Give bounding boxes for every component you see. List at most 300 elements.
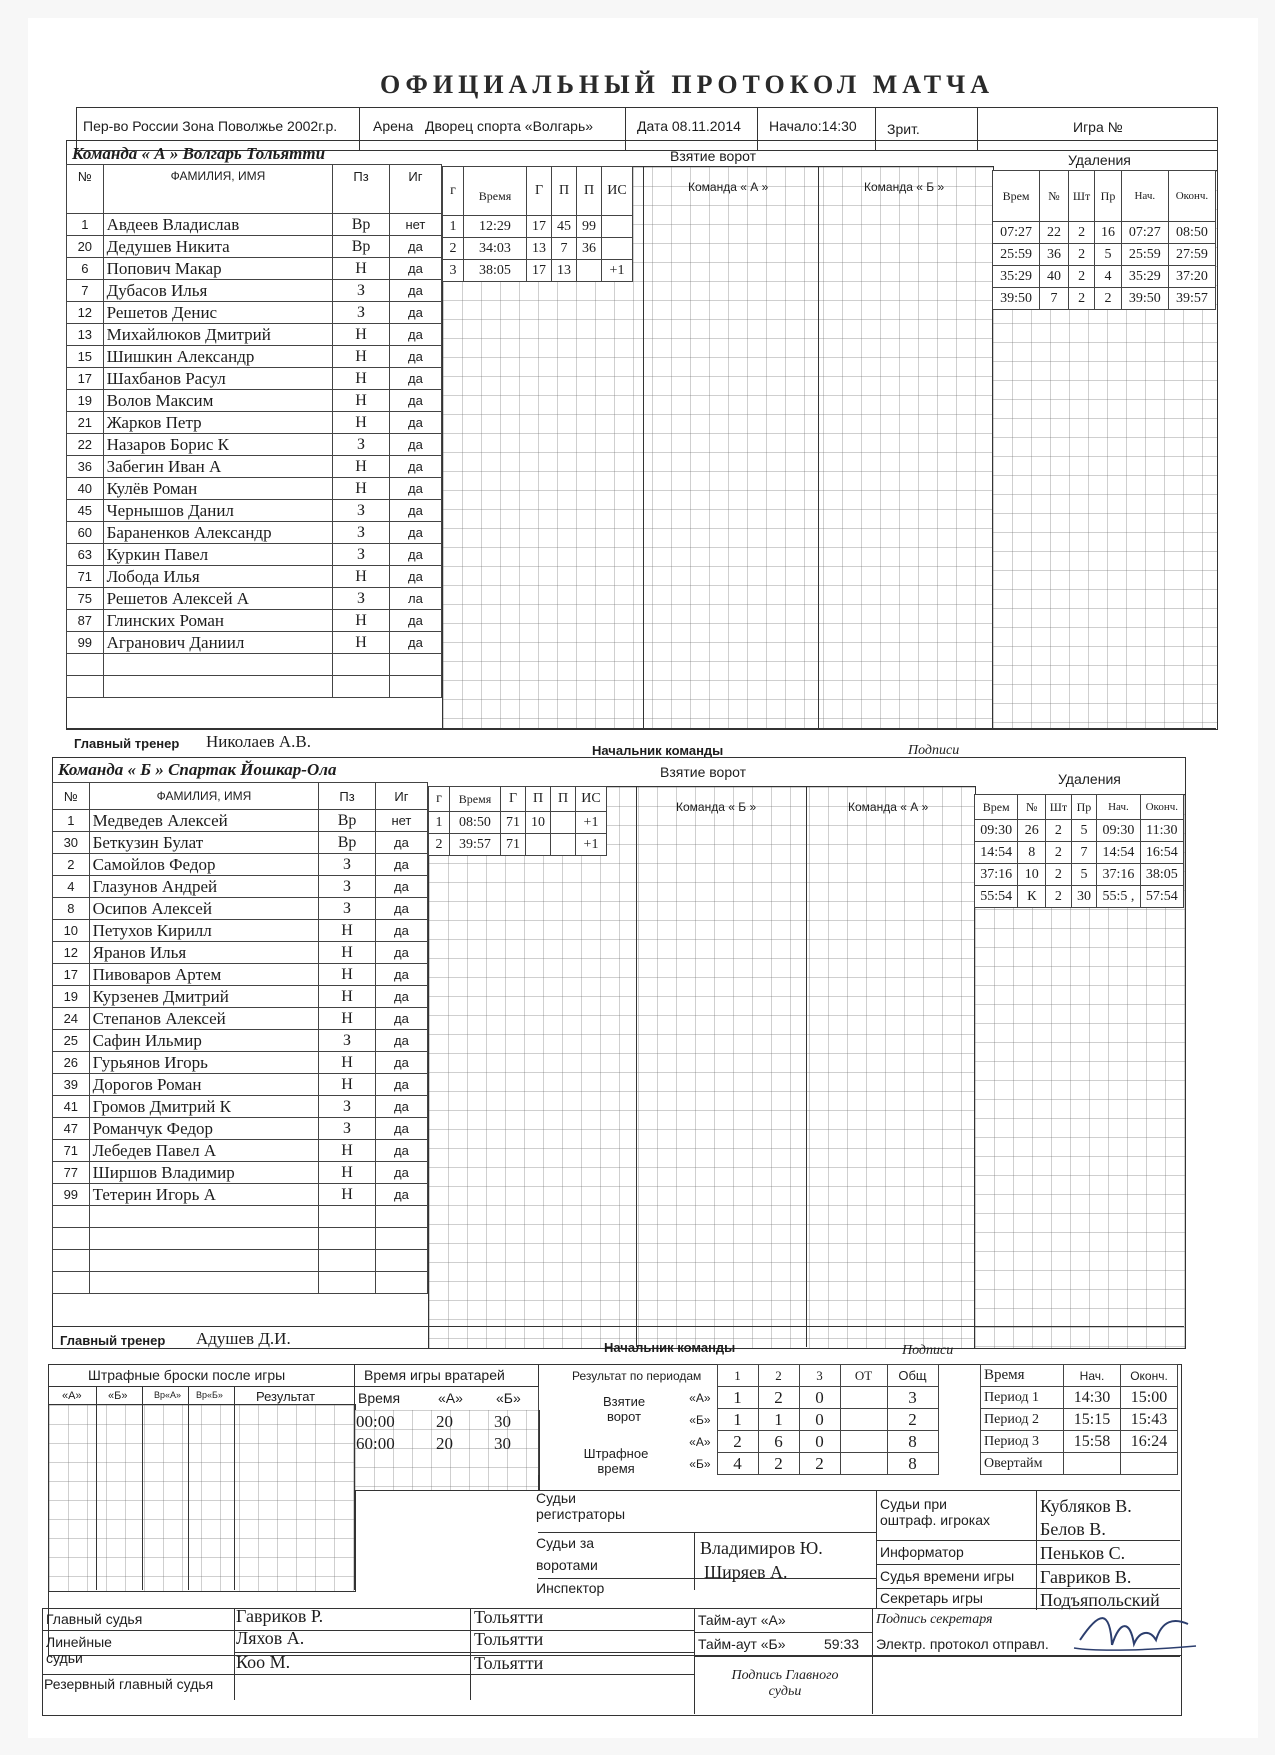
player-position: Н [319, 1008, 376, 1030]
pen-col-number: № [1018, 795, 1046, 820]
player-number: 12 [67, 302, 104, 324]
player-number: 19 [53, 986, 90, 1008]
goalie-row2-b: 30 [494, 1434, 511, 1453]
penalty-row [975, 864, 1184, 886]
period-time-label: Овертайм [981, 1453, 1064, 1475]
player-number: 6 [67, 258, 104, 280]
player-played: да [389, 500, 441, 522]
empty-cell [103, 654, 333, 676]
goal-a2 [551, 812, 576, 834]
col-position: Пз [333, 165, 390, 214]
empty-cell [375, 1272, 427, 1294]
player-position: Н [333, 566, 390, 588]
player-number: 7 [67, 280, 104, 302]
player-row [53, 1008, 428, 1030]
player-row [67, 500, 442, 522]
player-row [67, 566, 442, 588]
player-number: 12 [53, 942, 90, 964]
player-number: 41 [53, 1096, 90, 1118]
period-time-row [981, 1431, 1178, 1453]
player-row [53, 1118, 428, 1140]
player-name: Самойлов Федор [89, 854, 319, 876]
player-row [67, 236, 442, 258]
goal-col-strength: ИС [576, 787, 607, 812]
penalty-no: 36 [1040, 244, 1069, 266]
linesmen-label: Линейные судьи [46, 1634, 112, 1666]
period-times-table [980, 1364, 1178, 1475]
period-time-col-label: Время [981, 1365, 1064, 1387]
goal-col-assist2: П [577, 167, 602, 216]
empty-cell [53, 1206, 90, 1228]
player-played: да [389, 412, 441, 434]
player-name: Шахбанов Расул [103, 368, 333, 390]
player-position: Н [319, 986, 376, 1008]
goalie-row1-b: 30 [494, 1412, 511, 1431]
goal-scorer: 71 [501, 812, 526, 834]
player-row [53, 1096, 428, 1118]
head-ref-city: Тольятти [474, 1607, 544, 1627]
player-name: Пивоваров Артем [89, 964, 319, 986]
player-name: Куркин Павел [103, 544, 333, 566]
goal-g: 2 [429, 834, 450, 856]
player-name: Сафин Ильмир [89, 1030, 319, 1052]
player-played: да [389, 434, 441, 456]
team-a-penalties-table [992, 170, 1216, 310]
player-played: нет [389, 214, 441, 236]
period-time-start: 14:30 [1064, 1387, 1121, 1409]
penalty-row [993, 244, 1216, 266]
player-position: Н [333, 258, 390, 280]
goal-time: 34:03 [464, 238, 527, 260]
goalie-col-time: Время [358, 1390, 401, 1406]
player-position: З [333, 588, 390, 610]
goal-is [602, 238, 633, 260]
penalty-code: 5 [1095, 244, 1121, 266]
empty-cell [67, 654, 104, 676]
penalty-min: 2 [1068, 244, 1094, 266]
penalty-start: 55:5 , [1097, 886, 1140, 908]
player-row [53, 1184, 428, 1206]
goal-g: 1 [443, 216, 464, 238]
penalty-time: 39:50 [993, 288, 1040, 310]
player-number: 36 [67, 456, 104, 478]
penalty-code: 4 [1095, 266, 1121, 288]
player-position: Н [319, 1162, 376, 1184]
player-name: Решетов Алексей А [103, 588, 333, 610]
empty-cell [389, 654, 441, 676]
penalty-end: 37:20 [1168, 266, 1215, 288]
goal-a2: 99 [577, 216, 602, 238]
goal-a2 [551, 834, 576, 856]
player-played: да [375, 1162, 427, 1184]
player-name: Романчук Федор [89, 1118, 319, 1140]
goal-a1: 7 [552, 238, 577, 260]
goal-judges-label: Судьи за воротами [536, 1535, 598, 1573]
penalty-time: 07:27 [993, 222, 1040, 244]
period-team-tag: «Б» [539, 1409, 718, 1431]
goal-row [443, 216, 633, 238]
penalty-row [993, 266, 1216, 288]
player-number: 2 [53, 854, 90, 876]
team-a-goals-title: Взятие ворот [670, 148, 756, 164]
linesman-2-name: Коо М. [236, 1652, 291, 1672]
col-number: № [67, 165, 104, 214]
col-number: № [53, 783, 90, 810]
penalty-code: 5 [1071, 820, 1097, 842]
penalty-code: 30 [1071, 886, 1097, 908]
informer-name: Пеньков С. [1040, 1543, 1126, 1563]
player-position: Н [319, 920, 376, 942]
player-row [53, 854, 428, 876]
player-played: ла [389, 588, 441, 610]
shootout-col-ga: Вр«А» [154, 1390, 182, 1400]
player-played: да [375, 964, 427, 986]
date-text: Дата 08.11.2014 [637, 118, 741, 134]
head-ref-label: Главный судья [46, 1611, 143, 1627]
secretary-signature [1070, 1600, 1200, 1660]
penalty-end: 57:54 [1140, 886, 1183, 908]
goalie-row1-time: 00:00 [356, 1412, 395, 1431]
player-name: Жарков Петр [103, 412, 333, 434]
period-value: 8 [887, 1431, 938, 1453]
player-row [67, 390, 442, 412]
goal-g: 2 [443, 238, 464, 260]
player-number: 26 [53, 1052, 90, 1074]
pen-col-code: Пр [1095, 171, 1121, 222]
player-row [67, 588, 442, 610]
team-b-lineup-right: Команда « А » [848, 800, 929, 814]
player-name: Глинских Роман [103, 610, 333, 632]
player-name: Решетов Денис [103, 302, 333, 324]
timeout-a-label: Тайм-аут «А» [698, 1612, 786, 1628]
player-name: Дубасов Илья [103, 280, 333, 302]
goal-is: +1 [576, 812, 607, 834]
shootout-grid [48, 1404, 356, 1592]
pen-col-time: Врем [975, 795, 1018, 820]
secretary-name: Подъяпольский [1040, 1590, 1160, 1610]
player-position: Н [333, 368, 390, 390]
player-number: 13 [67, 324, 104, 346]
team-a-lineup-right: Команда « Б » [864, 180, 945, 194]
period-team-tag: «А» [539, 1431, 718, 1453]
player-row [53, 1052, 428, 1074]
player-position: Н [333, 390, 390, 412]
penalty-min: 2 [1068, 288, 1094, 310]
player-name: Глазунов Андрей [89, 876, 319, 898]
player-number: 71 [53, 1140, 90, 1162]
goal-is: +1 [576, 834, 607, 856]
player-row [53, 986, 428, 1008]
team-a-goals-table [442, 166, 633, 282]
player-name: Лобода Илья [103, 566, 333, 588]
penalty-time: 14:54 [975, 842, 1018, 864]
player-row [67, 214, 442, 236]
player-position: Н [319, 1074, 376, 1096]
timeout-b-label: Тайм-аут «Б» [698, 1636, 786, 1652]
player-row [67, 412, 442, 434]
penalty-row [975, 820, 1184, 842]
player-position: Н [319, 964, 376, 986]
team-b-goals-title: Взятие ворот [660, 764, 746, 780]
goal-col-scorer: Г [501, 787, 526, 812]
team-b-penalties-title: Удаления [1058, 771, 1121, 787]
goal-col-scorer: Г [527, 167, 552, 216]
penalty-min: 2 [1046, 886, 1072, 908]
goal-scorer: 17 [527, 260, 552, 282]
player-played: да [375, 832, 427, 854]
player-name: Тетерин Игорь А [89, 1184, 319, 1206]
pen-col-start: Нач. [1121, 171, 1168, 222]
player-row [67, 654, 442, 676]
goal-a1: 45 [552, 216, 577, 238]
period-value: 4 [717, 1453, 758, 1475]
goal-scorer: 71 [501, 834, 526, 856]
player-position: Н [333, 478, 390, 500]
goal-row [429, 834, 607, 856]
goal-col-period: г [429, 787, 450, 812]
goal-time: 39:57 [450, 834, 501, 856]
player-name: Яранов Илья [89, 942, 319, 964]
penalty-code: 2 [1095, 288, 1121, 310]
period-value: 8 [887, 1453, 938, 1475]
player-played: да [389, 478, 441, 500]
player-position: Н [319, 1184, 376, 1206]
period-value: 0 [799, 1431, 840, 1453]
goal-a2 [577, 260, 602, 282]
period-time-row [981, 1387, 1178, 1409]
player-number: 47 [53, 1118, 90, 1140]
team-b-coach-label: Главный тренер [60, 1333, 166, 1348]
player-played: да [375, 1008, 427, 1030]
player-number: 99 [67, 632, 104, 654]
player-number: 75 [67, 588, 104, 610]
player-played: да [389, 258, 441, 280]
player-number: 17 [67, 368, 104, 390]
team-b-lineup-left: Команда « Б » [676, 800, 757, 814]
penalty-start: 35:29 [1121, 266, 1168, 288]
pen-col-minutes: Шт [1046, 795, 1072, 820]
player-row [53, 876, 428, 898]
pen-col-code: Пр [1071, 795, 1097, 820]
team-b-heading [58, 760, 336, 780]
col-played: Иг [389, 165, 441, 214]
col-position: Пз [319, 783, 376, 810]
period-value [840, 1431, 887, 1453]
player-name: Волов Максим [103, 390, 333, 412]
player-position: Н [333, 632, 390, 654]
registrars-label: Судьи регистраторы [536, 1490, 626, 1522]
penalty-end: 16:54 [1140, 842, 1183, 864]
player-played: да [375, 942, 427, 964]
penalty-end: 38:05 [1140, 864, 1183, 886]
period-value: 2 [887, 1409, 938, 1431]
player-played: да [389, 566, 441, 588]
timeout-b-time: 59:33 [824, 1636, 860, 1652]
period-col-total: Общ [887, 1365, 938, 1387]
player-position: З [333, 544, 390, 566]
team-b-roster [52, 782, 428, 1294]
goal-row [443, 238, 633, 260]
period-team-tag: «А» [539, 1387, 718, 1409]
period-team-tag: «Б» [539, 1453, 718, 1475]
goal-judge-2: Ширяев А. [704, 1562, 788, 1582]
goal-scorer: 13 [527, 238, 552, 260]
goal-a1: 10 [526, 812, 551, 834]
player-number: 21 [67, 412, 104, 434]
player-number: 15 [67, 346, 104, 368]
team-b-goals-table [428, 786, 607, 856]
player-position: Н [319, 1052, 376, 1074]
player-name: Попович Макар [103, 258, 333, 280]
pen-col-number: № [1040, 171, 1069, 222]
linesman-1-name: Ляхов А. [236, 1628, 305, 1648]
penalty-code: 7 [1071, 842, 1097, 864]
penalty-start: 25:59 [1121, 244, 1168, 266]
goal-a1 [526, 834, 551, 856]
penalty-code: 16 [1095, 222, 1121, 244]
player-number: 25 [53, 1030, 90, 1052]
period-value [840, 1409, 887, 1431]
player-played: да [389, 610, 441, 632]
team-b-label: Команда « Б » [58, 760, 164, 779]
penalty-min: 2 [1068, 266, 1094, 288]
col-name: ФАМИЛИЯ, ИМЯ [89, 783, 319, 810]
goal-scorer: 17 [527, 216, 552, 238]
player-played: да [389, 522, 441, 544]
player-played: да [375, 876, 427, 898]
penalty-no: 10 [1018, 864, 1046, 886]
goalie-row1-a: 20 [436, 1412, 453, 1431]
period-time-row [981, 1409, 1178, 1431]
period-value: 0 [799, 1409, 840, 1431]
penalty-end: 39:57 [1168, 288, 1215, 310]
period-time-label: Период 2 [981, 1409, 1064, 1431]
goal-a2: 36 [577, 238, 602, 260]
player-number: 1 [53, 810, 90, 832]
goal-time: 38:05 [464, 260, 527, 282]
player-position: Вр [333, 214, 390, 236]
player-played: да [375, 1118, 427, 1140]
period-value: 3 [887, 1387, 938, 1409]
empty-cell [89, 1250, 319, 1272]
player-name: Петухов Кирилл [89, 920, 319, 942]
player-number: 20 [67, 236, 104, 258]
player-number: 71 [67, 566, 104, 588]
player-row [53, 1272, 428, 1294]
player-row [67, 434, 442, 456]
player-played: да [375, 920, 427, 942]
player-name: Гурьянов Игорь [89, 1052, 319, 1074]
goalie-row2-time: 60:00 [356, 1434, 395, 1453]
player-name: Дедушев Никита [103, 236, 333, 258]
shootout-col-gb: Вр«Б» [196, 1390, 223, 1400]
penalty-box-official-1: Кубляков В. [1040, 1496, 1132, 1516]
goal-g: 3 [443, 260, 464, 282]
penalty-no: 22 [1040, 222, 1069, 244]
pen-col-end: Оконч. [1168, 171, 1215, 222]
penalty-no: 40 [1040, 266, 1069, 288]
pen-col-start: Нач. [1097, 795, 1140, 820]
empty-cell [53, 1228, 90, 1250]
player-played: да [375, 1096, 427, 1118]
document-title: ОФИЦИАЛЬНЫЙ ПРОТОКОЛ МАТЧА [380, 70, 994, 99]
goal-col-assist1: П [526, 787, 551, 812]
period-col-3: 3 [799, 1365, 840, 1387]
player-name: Назаров Борис К [103, 434, 333, 456]
empty-cell [89, 1206, 319, 1228]
player-row [53, 832, 428, 854]
e-protocol-label: Электр. протокол отправл. [876, 1636, 1049, 1652]
empty-cell [319, 1250, 376, 1272]
penalty-time: 09:30 [975, 820, 1018, 842]
player-row [53, 920, 428, 942]
penalty-box-label: Судьи при оштраф. игроках [880, 1496, 991, 1528]
game-number-text: Игра № [1073, 119, 1123, 135]
player-name: Медведев Алексей [89, 810, 319, 832]
team-b-goals-grid [428, 786, 976, 1349]
player-number: 87 [67, 610, 104, 632]
pen-col-minutes: Шт [1068, 171, 1094, 222]
player-name: Агранович Даниил [103, 632, 333, 654]
player-played: да [375, 1052, 427, 1074]
player-position: З [319, 876, 376, 898]
player-played: да [375, 1074, 427, 1096]
penalty-no: 26 [1018, 820, 1046, 842]
penalty-end: 08:50 [1168, 222, 1215, 244]
empty-cell [53, 1272, 90, 1294]
team-a-penalties-title: Удаления [1068, 152, 1131, 168]
team-b-signatures-label: Подписи [902, 1343, 954, 1358]
player-name: Авдеев Владислав [103, 214, 333, 236]
goal-judge-1: Владимиров Ю. [700, 1538, 823, 1558]
player-played: да [389, 346, 441, 368]
goalie-col-b: «Б» [496, 1390, 521, 1406]
informer-label: Информатор [880, 1544, 964, 1560]
timekeeper-name: Гавриков В. [1040, 1567, 1132, 1587]
player-played: да [389, 236, 441, 258]
penalty-start: 14:54 [1097, 842, 1140, 864]
shootout-col-a: «А» [62, 1390, 82, 1402]
penalty-time: 35:29 [993, 266, 1040, 288]
penalty-end: 27:59 [1168, 244, 1215, 266]
player-row [53, 1162, 428, 1184]
player-played: да [375, 1184, 427, 1206]
player-number: 4 [53, 876, 90, 898]
player-played: нет [375, 810, 427, 832]
player-played: да [375, 1030, 427, 1052]
period-time-col-end: Оконч. [1121, 1365, 1178, 1387]
player-position: З [333, 434, 390, 456]
player-position: Н [319, 942, 376, 964]
empty-cell [333, 676, 390, 698]
player-position: Н [333, 610, 390, 632]
team-a-manager-label: Начальник команды [592, 743, 724, 758]
player-row [67, 610, 442, 632]
player-position: З [319, 1096, 376, 1118]
player-row [53, 1206, 428, 1228]
player-number: 40 [67, 478, 104, 500]
player-played: да [389, 280, 441, 302]
empty-cell [375, 1206, 427, 1228]
goalie-row2-a: 20 [436, 1434, 453, 1453]
player-number: 8 [53, 898, 90, 920]
periods-title: Результат по периодам [572, 1369, 702, 1383]
penalty-start: 37:16 [1097, 864, 1140, 886]
penalty-code: 5 [1071, 864, 1097, 886]
player-name: Бараненков Александр [103, 522, 333, 544]
goal-col-period: г [443, 167, 464, 216]
arena-label: Арена [373, 118, 414, 134]
